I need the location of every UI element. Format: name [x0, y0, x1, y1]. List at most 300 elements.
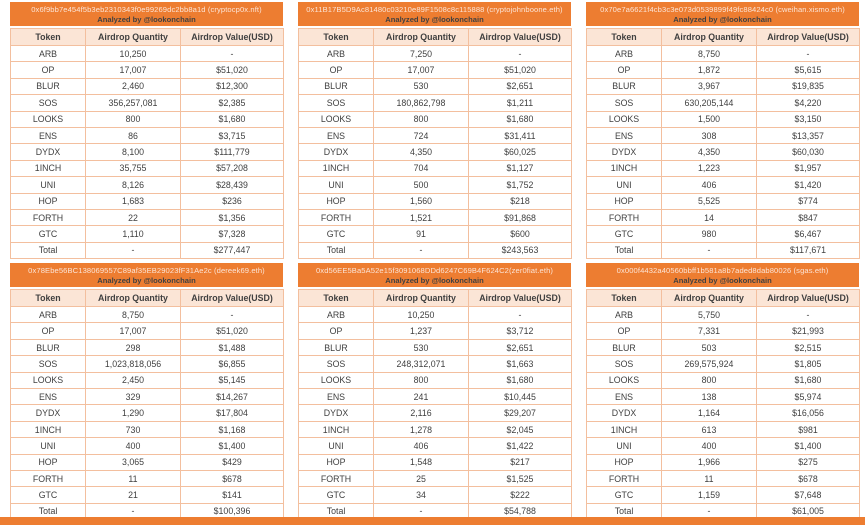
quantity-cell: 1,278 — [374, 421, 469, 437]
token-cell: LOOKS — [11, 372, 86, 388]
quantity-cell: - — [86, 242, 181, 258]
token-row — [11, 95, 284, 111]
quantity-cell: 25 — [374, 470, 469, 486]
quantity-cell: 241 — [374, 389, 469, 405]
token-cell: ENS — [299, 127, 374, 143]
token-row — [11, 307, 284, 323]
airdrop-table — [586, 289, 860, 520]
value-cell: $19,835 — [757, 78, 860, 94]
token-row — [299, 62, 572, 78]
token-row — [11, 372, 284, 388]
quantity-cell: 800 — [374, 111, 469, 127]
quantity-cell: 2,116 — [374, 405, 469, 421]
token-row — [11, 127, 284, 143]
quantity-cell: 17,007 — [86, 62, 181, 78]
quantity-cell: 4,350 — [662, 144, 757, 160]
value-cell: $28,439 — [181, 177, 284, 193]
quantity-cell: 10,250 — [374, 307, 469, 323]
quantity-cell: 86 — [86, 127, 181, 143]
quantity-cell: 22 — [86, 209, 181, 225]
token-cell: HOP — [587, 454, 662, 470]
token-cell: ENS — [299, 389, 374, 405]
token-row — [299, 470, 572, 486]
token-cell: OP — [11, 62, 86, 78]
token-cell: HOP — [299, 454, 374, 470]
analyzed-by-credit: Analyzed by @lookonchain — [97, 276, 196, 286]
quantity-cell: 1,521 — [374, 209, 469, 225]
quantity-cell: 1,159 — [662, 487, 757, 503]
value-cell: $1,525 — [469, 470, 572, 486]
value-cell: $12,300 — [181, 78, 284, 94]
token-row — [11, 356, 284, 372]
token-row — [587, 307, 860, 323]
token-row — [11, 405, 284, 421]
token-row — [11, 421, 284, 437]
value-cell: $2,385 — [181, 95, 284, 111]
quantity-cell: 1,290 — [86, 405, 181, 421]
token-cell: 1INCH — [299, 421, 374, 437]
token-cell: FORTH — [299, 209, 374, 225]
value-cell: $6,855 — [181, 356, 284, 372]
quantity-cell: 1,164 — [662, 405, 757, 421]
token-cell: UNI — [11, 177, 86, 193]
token-row — [587, 160, 860, 176]
value-cell: $14,267 — [181, 389, 284, 405]
value-cell: $141 — [181, 487, 284, 503]
token-cell: BLUR — [11, 78, 86, 94]
quantity-cell: 14 — [662, 209, 757, 225]
token-cell: SOS — [299, 356, 374, 372]
column-header: Token — [587, 290, 662, 307]
quantity-cell: 530 — [374, 339, 469, 355]
token-row — [587, 144, 860, 160]
quantity-cell: 269,575,924 — [662, 356, 757, 372]
quantity-cell: 11 — [662, 470, 757, 486]
quantity-cell: 613 — [662, 421, 757, 437]
token-cell: LOOKS — [11, 111, 86, 127]
value-cell: $1,488 — [181, 339, 284, 355]
value-cell: $13,357 — [757, 127, 860, 143]
quantity-cell: 308 — [662, 127, 757, 143]
wallet-address: 0x11B17B5D9Ac81480c03210e89F1508c8c115888 (cryptojohnboone.eth) — [306, 5, 563, 14]
token-cell: SOS — [587, 95, 662, 111]
quantity-cell: 1,110 — [86, 226, 181, 242]
value-cell: $117,671 — [757, 242, 860, 258]
token-row — [299, 177, 572, 193]
value-cell: $1,356 — [181, 209, 284, 225]
column-header: Airdrop Quantity — [662, 290, 757, 307]
airdrop-table — [298, 289, 572, 520]
token-row — [587, 405, 860, 421]
token-cell: UNI — [11, 438, 86, 454]
token-cell: 1INCH — [587, 421, 662, 437]
token-cell: OP — [587, 323, 662, 339]
airdrop-table-card-5 — [298, 263, 571, 520]
quantity-cell: 1,683 — [86, 193, 181, 209]
column-header: Token — [299, 29, 374, 46]
total-row — [587, 242, 860, 258]
token-row — [587, 454, 860, 470]
token-cell: ARB — [11, 46, 86, 62]
token-row — [11, 209, 284, 225]
quantity-cell: 10,250 — [86, 46, 181, 62]
airdrop-table — [586, 28, 860, 259]
value-cell: $1,663 — [469, 356, 572, 372]
value-cell: $2,651 — [469, 78, 572, 94]
analyzed-by-credit: Analyzed by @lookonchain — [385, 276, 484, 286]
airdrop-table — [298, 28, 572, 259]
quantity-cell: 4,350 — [374, 144, 469, 160]
token-cell: LOOKS — [587, 111, 662, 127]
quantity-cell: 724 — [374, 127, 469, 143]
wallet-address: 0x6f9bb7e454f5b3eb2310343f0e99269dc2bb8a1d (cryptocp0x.nft) — [31, 5, 262, 14]
token-row — [11, 177, 284, 193]
quantity-cell: 248,312,071 — [374, 356, 469, 372]
token-cell: DYDX — [299, 144, 374, 160]
token-cell: OP — [299, 62, 374, 78]
token-cell: FORTH — [11, 470, 86, 486]
quantity-cell: 2,460 — [86, 78, 181, 94]
token-row — [299, 339, 572, 355]
value-cell: $7,328 — [181, 226, 284, 242]
token-row — [587, 127, 860, 143]
token-cell: ARB — [11, 307, 86, 323]
airdrop-table-card-1 — [10, 2, 283, 259]
token-row — [299, 160, 572, 176]
quantity-cell: 17,007 — [374, 62, 469, 78]
value-cell: $5,145 — [181, 372, 284, 388]
table-column-headers — [299, 29, 572, 46]
value-cell: $236 — [181, 193, 284, 209]
token-row — [299, 226, 572, 242]
value-cell: $51,020 — [181, 62, 284, 78]
quantity-cell: 503 — [662, 339, 757, 355]
token-cell: ENS — [587, 389, 662, 405]
column-header: Airdrop Quantity — [662, 29, 757, 46]
value-cell: $429 — [181, 454, 284, 470]
column-header: Airdrop Value(USD) — [757, 29, 860, 46]
table-title-bar — [586, 2, 859, 26]
value-cell: $91,868 — [469, 209, 572, 225]
value-cell: $60,025 — [469, 144, 572, 160]
token-row — [587, 356, 860, 372]
value-cell: $1,211 — [469, 95, 572, 111]
value-cell: $3,715 — [181, 127, 284, 143]
quantity-cell: 11 — [86, 470, 181, 486]
token-row — [587, 339, 860, 355]
value-cell: - — [181, 307, 284, 323]
quantity-cell: 17,007 — [86, 323, 181, 339]
token-cell: DYDX — [299, 405, 374, 421]
token-cell: ARB — [587, 46, 662, 62]
token-cell: LOOKS — [299, 111, 374, 127]
value-cell: $16,056 — [757, 405, 860, 421]
column-header: Airdrop Quantity — [374, 290, 469, 307]
value-cell: $1,168 — [181, 421, 284, 437]
value-cell: $1,420 — [757, 177, 860, 193]
value-cell: $1,805 — [757, 356, 860, 372]
quantity-cell: 1,560 — [374, 193, 469, 209]
value-cell: $1,752 — [469, 177, 572, 193]
quantity-cell: 800 — [662, 372, 757, 388]
token-row — [587, 209, 860, 225]
quantity-cell: 5,750 — [662, 307, 757, 323]
quantity-cell: 21 — [86, 487, 181, 503]
cropped-next-table-header-strip — [0, 517, 865, 525]
wallet-address: 0x70e7a6621f4cb3c3e073d0539899f49fc88424c0 (cweihan.xismo.eth) — [600, 5, 845, 14]
token-cell: FORTH — [587, 470, 662, 486]
quantity-cell: 406 — [374, 438, 469, 454]
column-header: Airdrop Value(USD) — [469, 29, 572, 46]
token-row — [11, 323, 284, 339]
token-cell: GTC — [587, 487, 662, 503]
token-row — [587, 421, 860, 437]
token-row — [299, 356, 572, 372]
quantity-cell: 8,100 — [86, 144, 181, 160]
quantity-cell: 7,250 — [374, 46, 469, 62]
value-cell: $217 — [469, 454, 572, 470]
value-cell: $847 — [757, 209, 860, 225]
value-cell: $3,150 — [757, 111, 860, 127]
token-cell: DYDX — [587, 144, 662, 160]
column-header: Token — [11, 29, 86, 46]
token-cell: Total — [11, 242, 86, 258]
token-row — [11, 46, 284, 62]
token-cell: HOP — [11, 454, 86, 470]
token-row — [299, 372, 572, 388]
airdrop-table-card-2 — [298, 2, 571, 259]
token-cell: LOOKS — [587, 372, 662, 388]
token-cell: GTC — [11, 487, 86, 503]
quantity-cell: 704 — [374, 160, 469, 176]
token-row — [587, 62, 860, 78]
value-cell: $60,030 — [757, 144, 860, 160]
quantity-cell: - — [374, 242, 469, 258]
value-cell: $21,993 — [757, 323, 860, 339]
token-cell: DYDX — [587, 405, 662, 421]
value-cell: $4,220 — [757, 95, 860, 111]
token-cell: SOS — [11, 356, 86, 372]
quantity-cell: 800 — [86, 111, 181, 127]
token-cell: 1INCH — [299, 160, 374, 176]
token-cell: GTC — [299, 487, 374, 503]
token-row — [11, 111, 284, 127]
quantity-cell: 8,750 — [86, 307, 181, 323]
quantity-cell: 1,548 — [374, 454, 469, 470]
value-cell: $1,127 — [469, 160, 572, 176]
quantity-cell: 8,750 — [662, 46, 757, 62]
airdrop-table-card-3 — [586, 2, 859, 259]
value-cell: $2,515 — [757, 339, 860, 355]
quantity-cell: 1,237 — [374, 323, 469, 339]
token-cell: BLUR — [587, 339, 662, 355]
token-cell: DYDX — [11, 144, 86, 160]
token-row — [587, 372, 860, 388]
value-cell: $2,651 — [469, 339, 572, 355]
token-row — [587, 389, 860, 405]
token-cell: UNI — [299, 177, 374, 193]
token-cell: ENS — [587, 127, 662, 143]
value-cell: $243,563 — [469, 242, 572, 258]
column-header: Token — [299, 290, 374, 307]
token-cell: Total — [587, 242, 662, 258]
quantity-cell: 1,223 — [662, 160, 757, 176]
quantity-cell: 730 — [86, 421, 181, 437]
value-cell: - — [757, 46, 860, 62]
token-cell: UNI — [587, 438, 662, 454]
total-row — [11, 242, 284, 258]
value-cell: $1,680 — [181, 111, 284, 127]
token-row — [587, 323, 860, 339]
quantity-cell: 630,205,144 — [662, 95, 757, 111]
token-row — [11, 160, 284, 176]
token-row — [299, 487, 572, 503]
quantity-cell: 5,525 — [662, 193, 757, 209]
quantity-cell: 138 — [662, 389, 757, 405]
value-cell: $1,400 — [757, 438, 860, 454]
value-cell: $3,712 — [469, 323, 572, 339]
value-cell: $981 — [757, 421, 860, 437]
column-header: Token — [11, 290, 86, 307]
token-cell: SOS — [11, 95, 86, 111]
airdrop-table — [10, 289, 284, 520]
wallet-address: 0x78Ebe56BC138069557C89af35EB29023fF31Ae2c (dereek69.eth) — [28, 266, 265, 276]
token-cell: OP — [299, 323, 374, 339]
value-cell: $1,680 — [469, 111, 572, 127]
token-cell: Total — [299, 242, 374, 258]
value-cell: $29,207 — [469, 405, 572, 421]
airdrop-table-card-4 — [10, 263, 283, 520]
wallet-address: 0xd56EE5Ba5A52e15f3091068DDd6247C69B4F624C2(zer0fiat.eth) — [315, 266, 554, 276]
value-cell: $51,020 — [181, 323, 284, 339]
token-cell: BLUR — [587, 78, 662, 94]
value-cell: - — [181, 46, 284, 62]
token-row — [299, 323, 572, 339]
token-row — [11, 470, 284, 486]
token-cell: SOS — [299, 95, 374, 111]
column-header: Airdrop Quantity — [86, 29, 181, 46]
token-cell: ENS — [11, 127, 86, 143]
token-row — [299, 46, 572, 62]
column-header: Airdrop Value(USD) — [757, 290, 860, 307]
value-cell: $277,447 — [181, 242, 284, 258]
value-cell: $61,005 — [757, 503, 860, 519]
token-cell: 1INCH — [11, 421, 86, 437]
token-cell: ARB — [299, 307, 374, 323]
token-cell: BLUR — [299, 78, 374, 94]
token-cell: UNI — [587, 177, 662, 193]
token-row — [299, 193, 572, 209]
quantity-cell: 406 — [662, 177, 757, 193]
token-cell: SOS — [587, 356, 662, 372]
token-cell: DYDX — [11, 405, 86, 421]
table-column-headers — [11, 29, 284, 46]
quantity-cell: 8,126 — [86, 177, 181, 193]
token-row — [11, 193, 284, 209]
table-title-bar — [298, 263, 571, 287]
token-cell: ARB — [299, 46, 374, 62]
value-cell: $600 — [469, 226, 572, 242]
token-row — [587, 470, 860, 486]
quantity-cell: 356,257,081 — [86, 95, 181, 111]
value-cell: $678 — [757, 470, 860, 486]
analyzed-by-credit: Analyzed by @lookonchain — [673, 276, 772, 286]
token-cell: GTC — [11, 226, 86, 242]
token-cell: FORTH — [587, 209, 662, 225]
quantity-cell: 35,755 — [86, 160, 181, 176]
token-cell: 1INCH — [11, 160, 86, 176]
analyzed-by-credit: Analyzed by @lookonchain — [97, 15, 196, 24]
token-row — [587, 46, 860, 62]
token-row — [299, 405, 572, 421]
token-row — [299, 144, 572, 160]
value-cell: $100,396 — [181, 503, 284, 519]
table-column-headers — [299, 290, 572, 307]
value-cell: - — [469, 307, 572, 323]
analyzed-by-credit: Analyzed by @lookonchain — [673, 15, 772, 24]
value-cell: $17,804 — [181, 405, 284, 421]
token-cell: HOP — [587, 193, 662, 209]
table-title-bar — [298, 2, 571, 26]
table-title-bar — [586, 263, 859, 287]
column-header: Airdrop Value(USD) — [469, 290, 572, 307]
token-row — [11, 389, 284, 405]
token-cell: 1INCH — [587, 160, 662, 176]
value-cell: $1,400 — [181, 438, 284, 454]
value-cell: $7,648 — [757, 487, 860, 503]
value-cell: - — [469, 46, 572, 62]
token-cell: FORTH — [299, 470, 374, 486]
value-cell: $31,411 — [469, 127, 572, 143]
quantity-cell: - — [662, 242, 757, 258]
token-row — [587, 487, 860, 503]
table-column-headers — [587, 29, 860, 46]
column-header: Airdrop Value(USD) — [181, 29, 284, 46]
quantity-cell: 1,872 — [662, 62, 757, 78]
token-cell: OP — [587, 62, 662, 78]
quantity-cell: 180,862,798 — [374, 95, 469, 111]
quantity-cell: - — [662, 503, 757, 519]
value-cell: $54,788 — [469, 503, 572, 519]
token-cell: GTC — [587, 226, 662, 242]
token-row — [587, 111, 860, 127]
airdrop-table-card-6 — [586, 263, 859, 520]
value-cell: $5,974 — [757, 389, 860, 405]
quantity-cell: 91 — [374, 226, 469, 242]
quantity-cell: 7,331 — [662, 323, 757, 339]
quantity-cell: 329 — [86, 389, 181, 405]
value-cell: $678 — [181, 470, 284, 486]
value-cell: $111,779 — [181, 144, 284, 160]
token-row — [11, 226, 284, 242]
token-cell: BLUR — [11, 339, 86, 355]
token-cell: HOP — [299, 193, 374, 209]
token-row — [587, 95, 860, 111]
value-cell: $1,680 — [757, 372, 860, 388]
value-cell: $222 — [469, 487, 572, 503]
value-cell: $1,680 — [469, 372, 572, 388]
token-cell: UNI — [299, 438, 374, 454]
token-row — [587, 78, 860, 94]
token-row — [299, 95, 572, 111]
column-header: Token — [587, 29, 662, 46]
token-row — [299, 421, 572, 437]
token-row — [11, 78, 284, 94]
value-cell: $275 — [757, 454, 860, 470]
token-row — [299, 454, 572, 470]
token-cell: Total — [11, 503, 86, 519]
analyzed-by-credit: Analyzed by @lookonchain — [385, 15, 484, 24]
